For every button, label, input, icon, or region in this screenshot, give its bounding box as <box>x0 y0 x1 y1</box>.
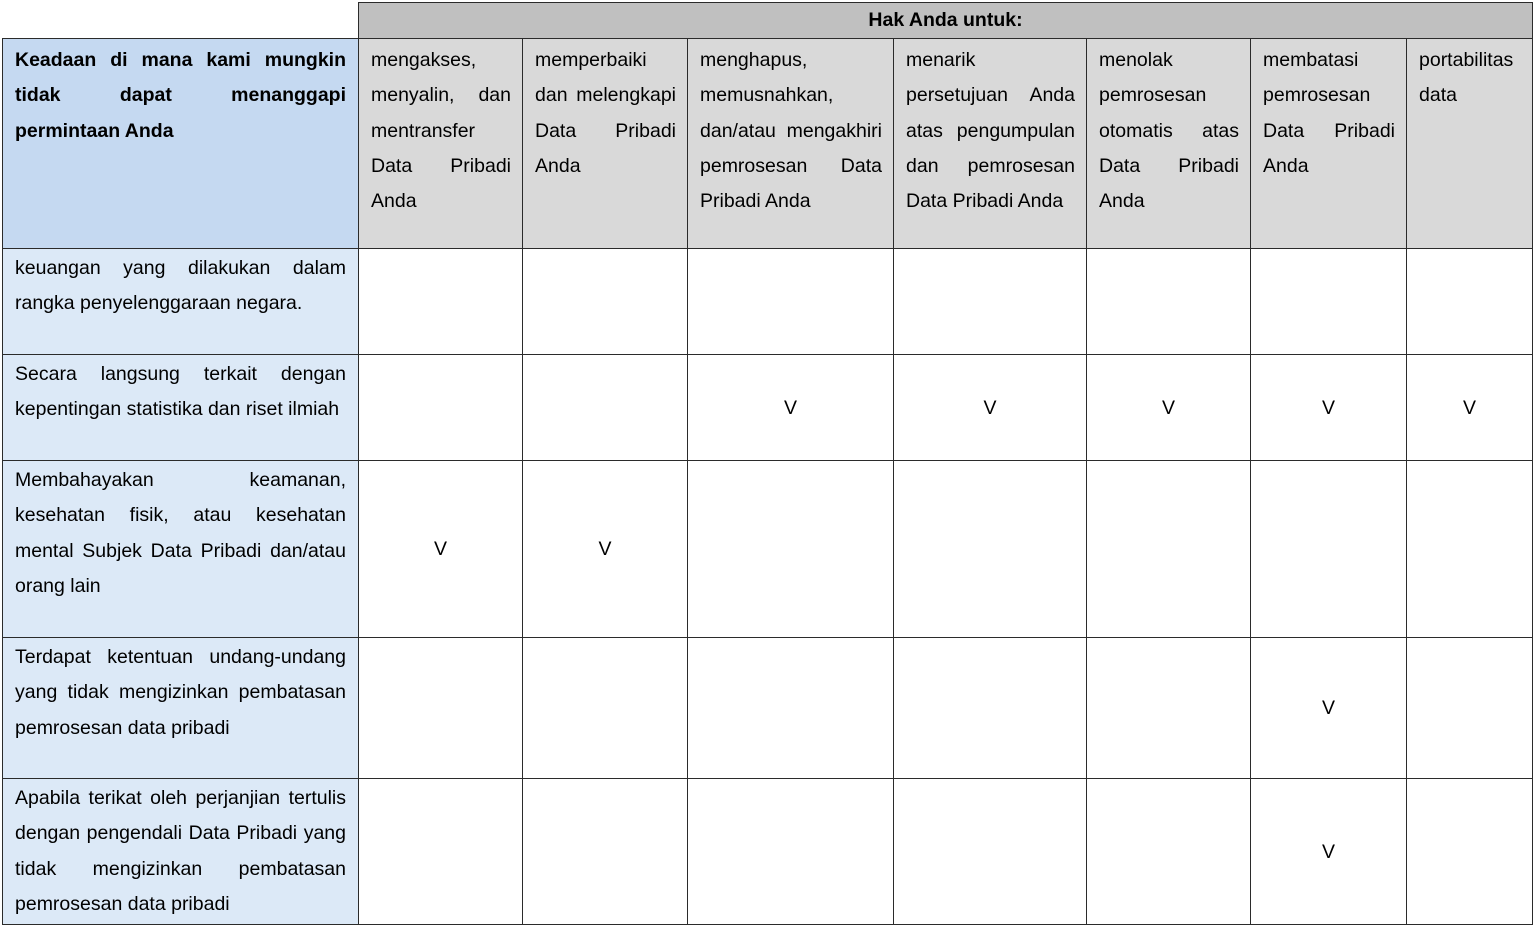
rights-table <box>2 2 1533 925</box>
table-cell <box>523 638 688 779</box>
table-cell: V <box>1251 779 1407 925</box>
table-cell <box>1251 249 1407 355</box>
column-header: portabilitas data <box>1407 39 1533 249</box>
table-cell <box>1407 779 1533 925</box>
table-cell <box>688 779 894 925</box>
empty-corner <box>3 3 359 39</box>
table-cell <box>359 249 523 355</box>
table-row <box>3 638 1533 779</box>
row-header: Membahayakan keamanan, kesehatan fisik, atau kesehatan mental Subjek Data Pribadi dan/atau orang lain <box>3 461 359 638</box>
table-cell <box>359 779 523 925</box>
table-cell <box>894 638 1087 779</box>
table-cell <box>894 461 1087 638</box>
table-cell <box>523 355 688 461</box>
table-cell <box>894 779 1087 925</box>
table-cell: V <box>523 461 688 638</box>
table-cell: V <box>894 355 1087 461</box>
table-cell <box>688 461 894 638</box>
table-cell <box>523 249 688 355</box>
table-row <box>3 355 1533 461</box>
column-header: mengakses, menyalin, dan mentransfer Data Pribadi Anda <box>359 39 523 249</box>
table-cell <box>523 779 688 925</box>
table-cell: V <box>1251 355 1407 461</box>
table-cell <box>1087 249 1251 355</box>
table-row <box>3 779 1533 925</box>
table-cell <box>1087 779 1251 925</box>
table-row <box>3 461 1533 638</box>
row-header: Secara langsung terkait dengan kepentingan statistika dan riset ilmiah <box>3 355 359 461</box>
column-header: menghapus, memusnahkan, dan/atau mengakhiri pemrosesan Data Pribadi Anda <box>688 39 894 249</box>
table-cell <box>1251 461 1407 638</box>
table-cell <box>1407 461 1533 638</box>
column-header: menarik persetujuan Anda atas pengumpulan dan pemrosesan Data Pribadi Anda <box>894 39 1087 249</box>
row-header: keuangan yang dilakukan dalam rangka penyelenggaraan negara. <box>3 249 359 355</box>
row-header: Apabila terikat oleh perjanjian tertulis dengan pengendali Data Pribadi yang tidak mengizinkan pembatasan pemrosesan data pribadi <box>3 779 359 925</box>
table-cell: V <box>688 355 894 461</box>
corner-header: Keadaan di mana kami mungkin tidak dapat menanggapi permintaan Anda <box>3 39 359 249</box>
table-cell <box>688 638 894 779</box>
table-cell: V <box>359 461 523 638</box>
row-header: Terdapat ketentuan undang-undang yang tidak mengizinkan pembatasan pemrosesan data pribadi <box>3 638 359 779</box>
column-header: memperbaiki dan melengkapi Data Pribadi Anda <box>523 39 688 249</box>
super-header: Hak Anda untuk: <box>359 3 1533 39</box>
table-cell <box>894 249 1087 355</box>
table-cell: V <box>1251 638 1407 779</box>
table-cell <box>1407 638 1533 779</box>
table-cell <box>1087 638 1251 779</box>
table-cell <box>1087 461 1251 638</box>
table-cell: V <box>1407 355 1533 461</box>
table-row <box>3 249 1533 355</box>
table-cell <box>1407 249 1533 355</box>
table-cell <box>688 249 894 355</box>
column-header: menolak pemrosesan otomatis atas Data Pribadi Anda <box>1087 39 1251 249</box>
table-cell <box>359 355 523 461</box>
table-cell: V <box>1087 355 1251 461</box>
table-cell <box>359 638 523 779</box>
column-header: membatasi pemrosesan Data Pribadi Anda <box>1251 39 1407 249</box>
